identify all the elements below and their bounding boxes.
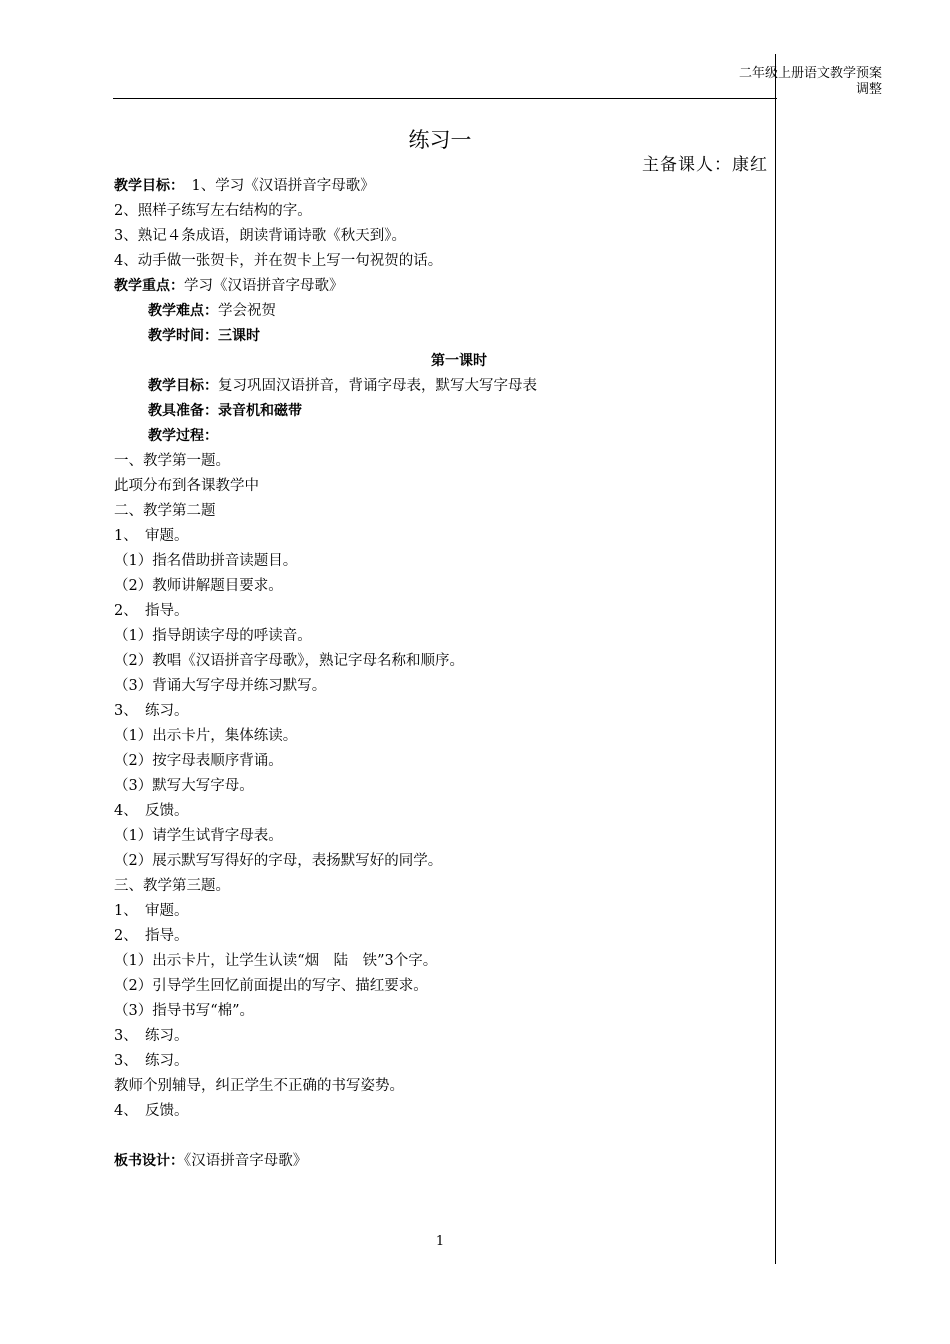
process-item: （3）背诵大写字母并练习默写。 bbox=[114, 678, 327, 694]
board-value: 《汉语拼音字母歌》 bbox=[184, 1153, 308, 1169]
process-item: （1）指名借助拼音读题目。 bbox=[114, 553, 298, 569]
tools-line bbox=[114, 399, 764, 424]
time-line bbox=[114, 324, 764, 349]
process-item: 4、 反馈。 bbox=[114, 1103, 189, 1119]
process-item: 4、 反馈。 bbox=[114, 803, 189, 819]
process-item: 一、教学第一题。 bbox=[114, 453, 230, 469]
process-item: （3）指导书写“棉”。 bbox=[114, 1003, 255, 1019]
time-value: 三课时 bbox=[218, 328, 260, 344]
tools-value: 录音机和磁带 bbox=[218, 403, 302, 419]
process-item: （2）教唱《汉语拼音字母歌》，熟记字母名称和顺序。 bbox=[114, 653, 464, 669]
margin-rule bbox=[775, 54, 776, 1264]
process-item: （2）展示默写写得好的字母，表扬默写好的同学。 bbox=[114, 853, 443, 869]
goal-item: 4、动手做一张贺卡，并在贺卡上写一句祝贺的话。 bbox=[114, 253, 443, 269]
board-line bbox=[114, 1149, 764, 1174]
process-item: 3、 练习。 bbox=[114, 1053, 189, 1069]
page-number: 1 bbox=[435, 1234, 445, 1249]
goals-first: 1、学习《汉语拼音字母歌》 bbox=[177, 178, 375, 194]
board-label: 板书设计： bbox=[114, 1153, 184, 1169]
difficulty-line bbox=[114, 299, 764, 324]
lesson-goal-label: 教学目标： bbox=[148, 378, 218, 394]
header-rule bbox=[113, 98, 777, 99]
lesson-goal-value: 复习巩固汉语拼音，背诵字母表，默写大写字母表 bbox=[218, 378, 537, 394]
process-item: 三、教学第三题。 bbox=[114, 878, 230, 894]
process-item: 3、 练习。 bbox=[114, 1028, 189, 1044]
process-item: 1、 审题。 bbox=[114, 903, 189, 919]
document-body bbox=[114, 174, 764, 1174]
tools-label: 教具准备： bbox=[148, 403, 218, 419]
process-item: （1）指导朗读字母的呼读音。 bbox=[114, 628, 312, 644]
process-label: 教学过程： bbox=[148, 428, 218, 444]
difficulty-value: 学会祝贺 bbox=[218, 303, 276, 319]
process-item: （1）请学生试背字母表。 bbox=[114, 828, 283, 844]
process-item: （2）按字母表顺序背诵。 bbox=[114, 753, 283, 769]
spacer bbox=[114, 1124, 764, 1149]
time-label: 教学时间： bbox=[148, 328, 218, 344]
lesson-goal-line bbox=[114, 374, 764, 399]
focus-label: 教学重点： bbox=[114, 278, 184, 294]
focus-line bbox=[114, 274, 764, 299]
running-header bbox=[739, 66, 882, 98]
process-item: 2、 指导。 bbox=[114, 603, 189, 619]
process-item: 2、 指导。 bbox=[114, 928, 189, 944]
process-item: 教师个别辅导，纠正学生不正确的书写姿势。 bbox=[114, 1078, 404, 1094]
process-list bbox=[114, 449, 764, 1124]
goal-item: 3、熟记４条成语，朗读背诵诗歌《秋天到》。 bbox=[114, 228, 406, 244]
process-item: 此项分布到各课教学中 bbox=[114, 478, 259, 494]
goals-label: 教学目标： bbox=[114, 178, 177, 194]
page-title: 练习一 bbox=[408, 128, 472, 152]
lesson-heading: 第一课时 bbox=[431, 353, 487, 369]
process-item: （3）默写大写字母。 bbox=[114, 778, 254, 794]
focus-value: 学习《汉语拼音字母歌》 bbox=[184, 278, 344, 294]
process-item: （1）出示卡片，集体练读。 bbox=[114, 728, 298, 744]
process-item: （2）引导学生回忆前面提出的写字、描红要求。 bbox=[114, 978, 428, 994]
process-item: （2）教师讲解题目要求。 bbox=[114, 578, 283, 594]
process-item: 1、 审题。 bbox=[114, 528, 189, 544]
difficulty-label: 教学难点： bbox=[148, 303, 218, 319]
author-line: 主备课人：康红 bbox=[642, 155, 768, 175]
goal-item: 2、照样子练写左右结构的字。 bbox=[114, 203, 312, 219]
header-line-1: 二年级上册语文教学预案 bbox=[738, 66, 882, 81]
process-item: （1）出示卡片，让学生认读“烟 陆 铁”3个字。 bbox=[114, 953, 438, 969]
goals-line bbox=[114, 174, 764, 199]
process-item: 3、 练习。 bbox=[114, 703, 189, 719]
process-item: 二、教学第二题 bbox=[114, 503, 216, 519]
header-line-2: 调整 bbox=[855, 82, 882, 97]
